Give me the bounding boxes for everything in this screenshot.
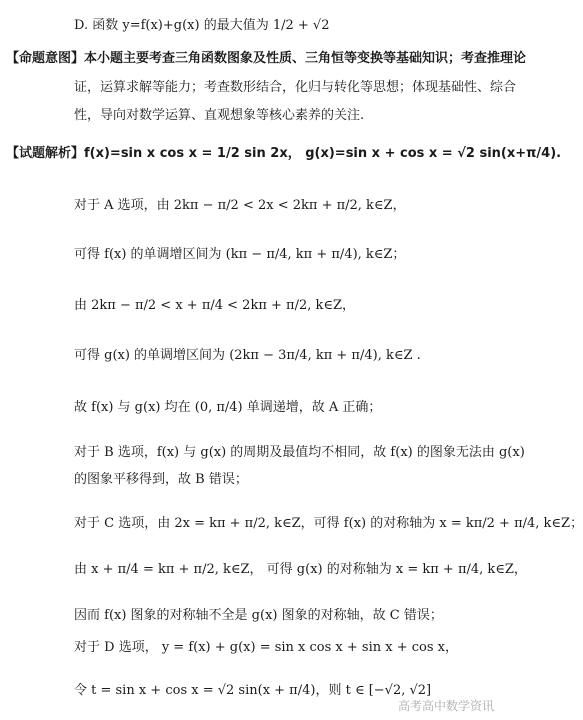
analysis-c-conclusion: 因而 f(x) 图象的对称轴不全是 g(x) 图象的对称轴，故 C 错误； (74, 608, 443, 623)
analysis-c-line-1: 对于 C 选项，由 2x = kπ + π/2, k∈Z，可得 f(x) 的对称轴为 x = kπ/2 + π/4, k∈Z； (74, 516, 583, 531)
intent-line-1: 【命题意图】本小题主要考查三角函数图象及性质、三角恒等变换等基础知识；考查推理论 (6, 51, 527, 66)
analysis-c-line-2: 由 x + π/4 = kπ + π/2, k∈Z， 可得 g(x) 的对称轴为 x = kπ + π/4, k∈Z， (74, 562, 527, 577)
analysis-heading-line: 【试题解析】f(x)=sin x cos x = 1/2 sin 2x， g(x)=sin x + cos x = √2 sin(x+π/4). (6, 146, 562, 161)
intent-line-2: 证，运算求解等能力；考查数形结合，化归与转化等思想；体现基础性、综合 (74, 80, 517, 95)
analysis-d-line-1: 对于 D 选项， y = f(x) + g(x) = sin x cos x + sin x + cos x， (74, 640, 458, 655)
analysis-a-f-increasing: 可得 f(x) 的单调增区间为 (kπ − π/4, kπ + π/4), k∈Z； (74, 247, 406, 262)
watermark: 高考高中数学资讯 (397, 699, 494, 713)
analysis-a-g-interval: 由 2kπ − π/2 < x + π/4 < 2kπ + π/2, k∈Z， (74, 298, 356, 313)
analysis-a-g-increasing: 可得 g(x) 的单调增区间为 (2kπ − 3π/4, kπ + π/4), k∈Z . (74, 348, 421, 363)
option-d-line: D. 函数 y=f(x)+g(x) 的最大值为 1/2 + √2 (74, 18, 330, 33)
analysis-a-interval: 对于 A 选项，由 2kπ − π/2 < 2x < 2kπ + π/2, k∈Z， (74, 198, 406, 213)
analysis-b-line-1: 对于 B 选项，f(x) 与 g(x) 的周期及最值均不相同，故 f(x) 的图象无法由 g(x) (74, 445, 525, 460)
analysis-b-line-2: 的图象平移得到，故 B 错误； (74, 472, 248, 487)
intent-line-3: 性，导向对数学运算、直观想象等核心素养的关注. (74, 108, 365, 123)
analysis-a-conclusion: 故 f(x) 与 g(x) 均在 (0, π/4) 单调递增，故 A 正确； (74, 400, 382, 415)
analysis-d-line-2: 令 t = sin x + cos x = √2 sin(x + π/4)，则 t ∈ [−√2, √2] (74, 683, 432, 698)
